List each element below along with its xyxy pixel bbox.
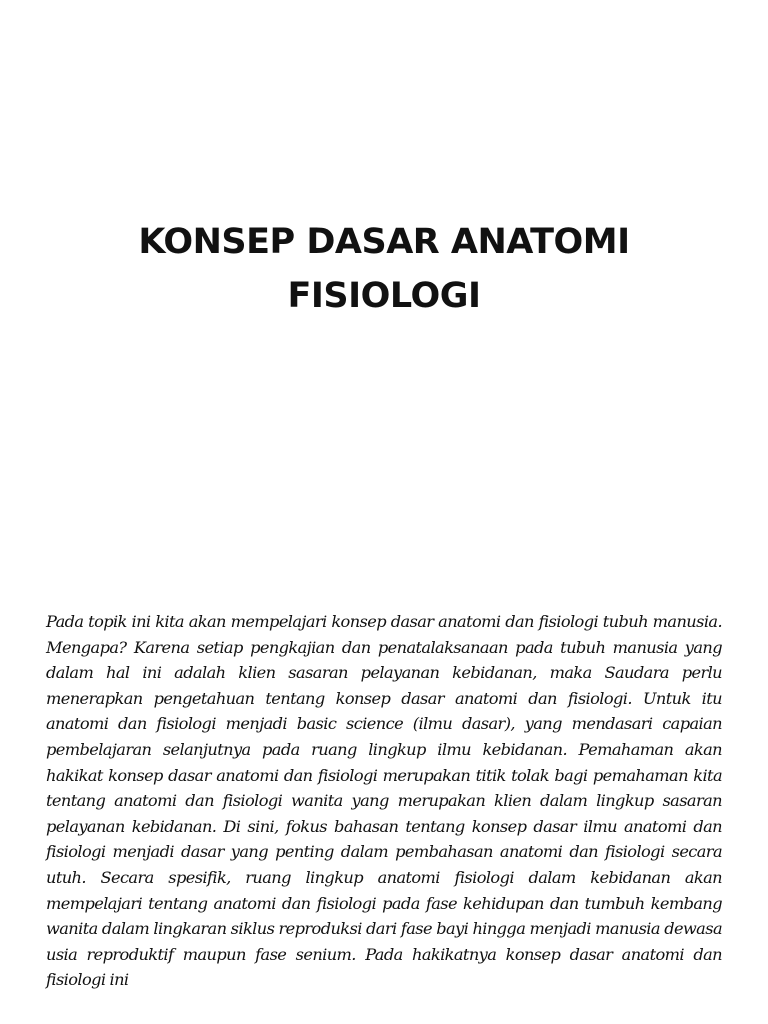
slide-title-line-2: FISIOLOGI bbox=[287, 276, 481, 317]
slide-body-text: Pada topik ini kita akan mempelajari konsep dasar anatomi dan fisiologi tubuh manusia. Mengapa? Karena setiap pengkajian dan penatalaksanaan pada tubuh manusia yang dalam hal ini adalah klien sasaran pelayanan kebidanan, maka Saudara perlu menerapkan pengetahuan tentang konsep dasar anatomi dan fisiologi. Untuk itu anatomi dan fisiologi menjadi basic science (ilmu dasar), yang mendasari capaian pembelajaran selanjutnya pada ruang lingkup ilmu kebidanan. Pemahaman akan hakikat konsep dasar anatomi dan fisiologi merupakan titik tolak bagi pemahaman kita tentang anatomi dan fisiologi wanita yang merupakan klien dalam lingkup sasaran pelayanan kebidanan. Di sini, fokus bahasan tentang konsep dasar ilmu anatomi dan fisiologi menjadi dasar yang penting dalam pembahasan anatomi dan fisiologi secara utuh. Secara spesifik, ruang lingkup anatomi fisiologi dalam kebidanan akan mempelajari tentang anatomi dan fisiologi pada fase kehidupan dan tumbuh kembang wanita dalam lingkaran siklus reproduksi dari fase bayi hingga menjadi manusia dewasa usia reproduktif maupun fase senium. Pada hakikatnya konsep dasar anatomi dan fisiologi ini bbox=[46, 612, 722, 990]
slide-title-line-1: KONSEP DASAR ANATOMI bbox=[138, 222, 630, 263]
slide-title bbox=[0, 215, 768, 323]
